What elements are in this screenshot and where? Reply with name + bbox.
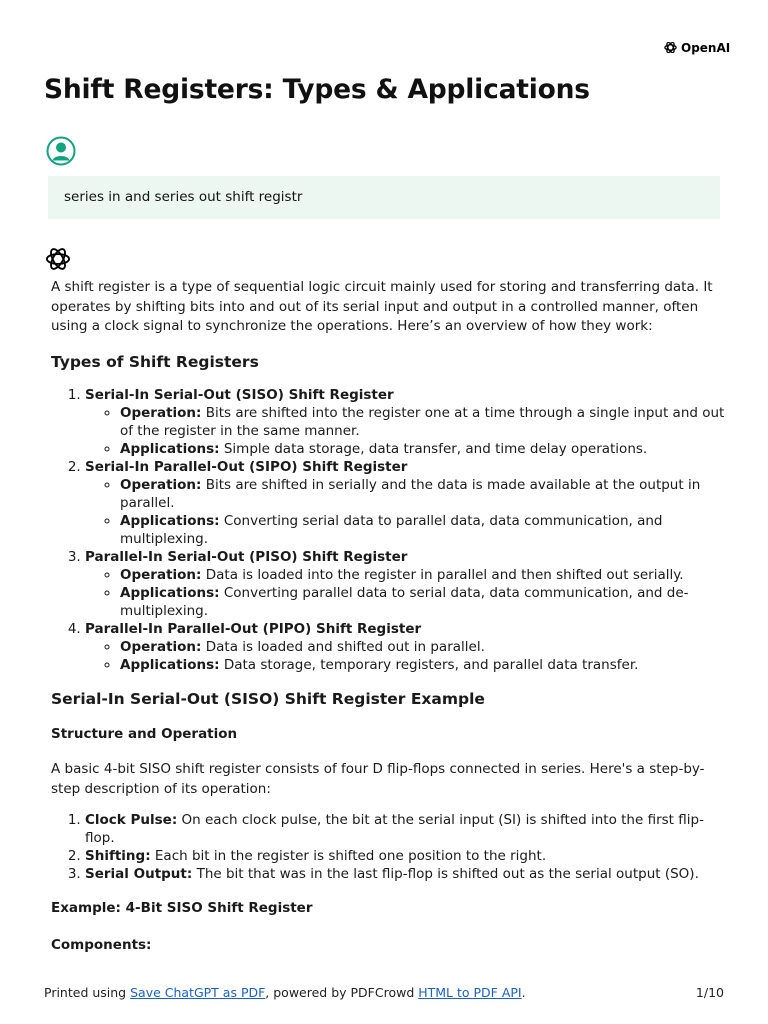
step-label: Serial Output:: [85, 866, 193, 882]
applications-label: Applications:: [120, 656, 220, 673]
types-list: [51, 386, 731, 674]
list-item: [85, 548, 731, 620]
list-item: [120, 512, 731, 548]
html-to-pdf-api-link[interactable]: HTML to PDF API: [418, 985, 522, 1000]
type-name: Serial-In Serial-Out (SISO) Shift Register: [85, 386, 394, 403]
assistant-response: [51, 278, 731, 955]
type-name: Parallel-In Serial-Out (PISO) Shift Register: [85, 548, 408, 565]
list-item: [85, 620, 731, 674]
step-text: Each bit in the register is shifted one position to the right.: [154, 848, 547, 864]
list-item: [85, 386, 731, 458]
operation-label: Operation:: [120, 566, 202, 583]
example-heading: Example: 4-Bit SISO Shift Register: [51, 900, 313, 916]
list-item: [120, 566, 731, 584]
footer: [44, 985, 724, 1000]
list-item: [85, 847, 731, 865]
sub-list: [85, 476, 731, 548]
operation-label: Operation:: [120, 476, 202, 493]
list-item: [120, 476, 731, 512]
operation-label: Operation:: [120, 404, 202, 421]
logo-text: OpenAI: [681, 40, 731, 55]
applications-label: Applications:: [120, 584, 220, 601]
applications-text: Simple data storage, data transfer, and time delay operations.: [223, 440, 648, 457]
sub-list: [85, 638, 731, 674]
components-heading: Components:: [51, 936, 152, 953]
page-number: 1/10: [695, 985, 724, 1000]
operation-text: Data is loaded and shifted out in parallel.: [205, 638, 485, 655]
siso-example-heading: Serial-In Serial-Out (SISO) Shift Register Example: [51, 689, 485, 708]
user-prompt: [48, 176, 720, 219]
step-text: The bit that was in the last flip-flop is shifted out as the serial output (SO).: [196, 866, 699, 882]
applications-text: Converting serial data to parallel data, data communication, and multiplexing.: [120, 512, 663, 547]
types-heading: Types of Shift Registers: [51, 352, 259, 371]
list-item: [120, 440, 731, 458]
list-item: [120, 404, 731, 440]
list-item: [120, 584, 731, 620]
list-item: [85, 811, 731, 847]
chatgpt-avatar-icon: [44, 245, 72, 273]
list-item: [120, 638, 731, 656]
footer-middle: , powered by PDFCrowd: [265, 985, 419, 1000]
footer-suffix: .: [521, 985, 526, 1000]
list-item: [85, 458, 731, 548]
user-prompt-text: series in and series out shift registr: [64, 189, 303, 205]
sub-list: [85, 566, 731, 620]
operation-text: Data is loaded into the register in parallel and then shifted out serially.: [205, 566, 684, 583]
save-chatgpt-pdf-link[interactable]: Save ChatGPT as PDF: [130, 985, 266, 1000]
structure-paragraph: A basic 4-bit SISO shift register consists of four D flip-flops connected in series. Here's a step-by-step description of its operation:: [51, 761, 705, 797]
operation-text: Bits are shifted into the register one at a time through a single input and out of the register in the same manner.: [120, 404, 725, 439]
applications-text: Data storage, temporary registers, and parallel data transfer.: [223, 656, 639, 673]
step-label: Shifting:: [85, 848, 151, 864]
structure-heading: Structure and Operation: [51, 725, 238, 742]
list-item: [120, 656, 731, 674]
step-label: Clock Pulse:: [85, 812, 178, 828]
footer-prefix: Printed using: [44, 985, 131, 1000]
openai-logo: [663, 40, 730, 55]
sub-list: [85, 404, 731, 458]
applications-label: Applications:: [120, 512, 220, 529]
operation-text: Bits are shifted in serially and the data is made available at the output in parallel.: [120, 476, 701, 511]
intro-paragraph: A shift register is a type of sequential logic circuit mainly used for storing and transferring data. It operates by shifting bits into and out of its serial input and output in a controlled manner, often using a clock signal to synchronize the operations. Here’s an overview of how they work:: [51, 279, 713, 334]
page-title: Shift Registers: Types & Applications: [44, 74, 590, 105]
step-text: On each clock pulse, the bit at the serial input (SI) is shifted into the first flip-flop.: [85, 812, 704, 846]
applications-label: Applications:: [120, 440, 220, 457]
openai-icon: [663, 40, 678, 55]
user-avatar-icon: [46, 136, 76, 166]
operation-label: Operation:: [120, 638, 202, 655]
type-name: Parallel-In Parallel-Out (PIPO) Shift Register: [85, 620, 422, 637]
steps-list: [51, 811, 731, 883]
applications-text: Converting parallel data to serial data, data communication, and de-multiplexing.: [120, 584, 689, 619]
type-name: Serial-In Parallel-Out (SIPO) Shift Register: [85, 458, 408, 475]
list-item: [85, 865, 731, 883]
